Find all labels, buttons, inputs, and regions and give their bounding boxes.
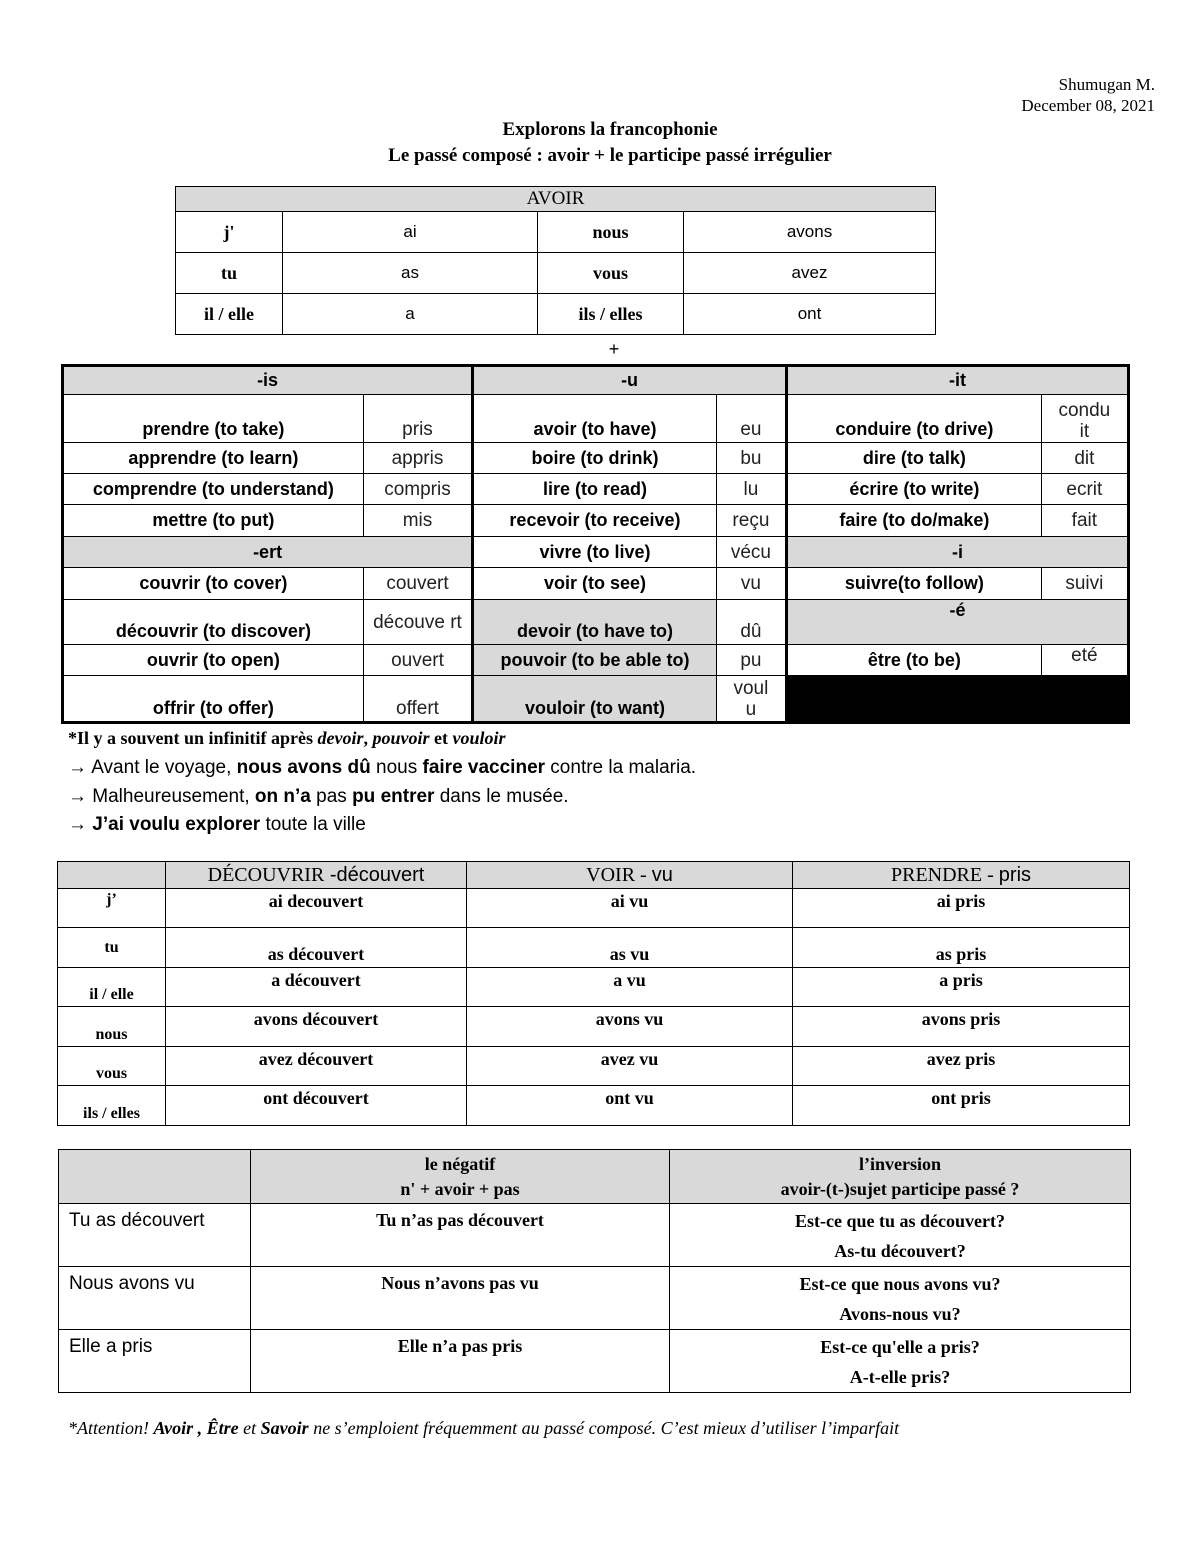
conjugated-form: avez pris (793, 1047, 1130, 1086)
conjugated-form: ont découvert (166, 1086, 467, 1126)
avoir-heading: AVOIR (176, 187, 936, 212)
pronoun: vous (58, 1047, 166, 1086)
conjugated-form: avons vu (467, 1007, 793, 1047)
table-row (176, 294, 936, 335)
verb-infinitive: offrir (to offer) (63, 676, 364, 723)
conjugated-form: ai decouvert (166, 889, 467, 928)
verb-infinitive: voir (to see) (473, 568, 717, 600)
avoir-pronoun: ils / elles (538, 294, 684, 335)
table-row (176, 253, 936, 294)
negative-sentence: Elle n’a pas pris (251, 1330, 670, 1393)
conjugated-form: avez découvert (166, 1047, 467, 1086)
pronoun: ils / elles (58, 1086, 166, 1126)
example-text: toute la ville (260, 814, 366, 835)
header-line: l’inversion (858, 1153, 941, 1174)
inversion-questions (670, 1267, 1131, 1330)
verb-infinitive: recevoir (to receive) (473, 505, 717, 537)
verb-infinitive: mettre (to put) (63, 505, 364, 537)
verb-infinitive: conduire (to drive) (787, 395, 1042, 443)
example-emphasis: J’ai voulu explorer (92, 814, 261, 835)
ending-is-heading: -is (63, 366, 473, 395)
header-line: le négatif (424, 1153, 496, 1174)
verb-infinitive: couvrir (to cover) (63, 568, 364, 600)
question-est-ce-que: Est-ce qu'elle a pris? (820, 1337, 980, 1357)
ending-u-heading: -u (473, 366, 787, 395)
inversion-questions (670, 1330, 1131, 1393)
verb-infinitive: écrire (to write) (787, 474, 1042, 505)
avoir-conjugation-table (175, 186, 936, 335)
question-est-ce-que: Est-ce que tu as découvert? (795, 1211, 1005, 1231)
past-participle: eté (1041, 645, 1128, 676)
example-text: Avant le voyage, (87, 757, 237, 778)
affirmative-sentence: Elle a pris (59, 1330, 251, 1393)
ending-it-heading: -it (787, 366, 1129, 395)
past-participle: pris (363, 395, 472, 443)
avoir-form: a (283, 294, 538, 335)
header-participle: vu (651, 863, 673, 886)
conjugated-form: ai pris (793, 889, 1130, 928)
pronoun: nous (58, 1007, 166, 1047)
footnote-text: et (238, 1418, 261, 1438)
verb-infinitive: vivre (to live) (473, 537, 717, 568)
past-participle: offert (363, 676, 472, 723)
example-emphasis: on n’a (254, 786, 311, 807)
footnote-emphasis: Être (206, 1418, 239, 1438)
past-participle: eu (716, 395, 786, 443)
header-participle: -découvert (324, 863, 425, 886)
participle-table (61, 364, 1130, 724)
verb-infinitive: dire (to talk) (787, 443, 1042, 474)
avoir-pronoun: j' (176, 212, 283, 253)
pronoun: tu (58, 928, 166, 968)
example-text: contre la malaria. (545, 757, 697, 778)
ending-i-heading: -i (787, 537, 1129, 568)
example-text: Malheureusement, (87, 786, 255, 807)
avoir-form: ai (283, 212, 538, 253)
table-row (58, 1086, 1130, 1126)
footnote-text: , (193, 1418, 207, 1438)
table-row (63, 676, 1129, 723)
table-row (63, 395, 1129, 443)
example-text: dans le musée. (434, 786, 569, 807)
plus-sign: + (608, 339, 620, 359)
past-participle: vécu (716, 537, 786, 568)
question-inversion: As-tu découvert? (834, 1241, 966, 1261)
conjugated-form: avons découvert (166, 1007, 467, 1047)
conjugated-form: as découvert (166, 928, 467, 968)
past-participle: lu (716, 474, 786, 505)
conjugated-form: a découvert (166, 968, 467, 1007)
footnote-text: *Attention! (68, 1418, 154, 1438)
ending-e-heading: -é (787, 600, 1129, 645)
table-row (63, 600, 1129, 645)
past-participle: fait (1041, 505, 1128, 537)
affirmative-sentence: Nous avons vu (59, 1267, 251, 1330)
footnote-emphasis: Savoir (260, 1418, 309, 1438)
conjugated-form: as pris (793, 928, 1130, 968)
past-participle: voul u (716, 676, 786, 723)
note-prefix: *Il y a souvent un infinitif après (68, 728, 318, 748)
past-participle: dit (1041, 443, 1128, 474)
verb-infinitive: découvrir (to discover) (63, 600, 364, 645)
footnote-emphasis: Avoir (153, 1418, 194, 1438)
past-participle: pu (716, 645, 786, 676)
past-participle: condu it (1041, 395, 1128, 443)
verb-infinitive: faire (to do/make) (787, 505, 1042, 537)
page-subtitle: Le passé composé : avoir + le participe passé irrégulier (388, 145, 832, 166)
table-row (58, 1007, 1130, 1047)
column-header (166, 862, 467, 889)
table-row (63, 537, 1129, 568)
header-verb: VOIR - (586, 863, 652, 886)
conjugated-form: avez vu (467, 1047, 793, 1086)
table-row (58, 1047, 1130, 1086)
avoir-pronoun: vous (538, 253, 684, 294)
example-emphasis: pu entrer (352, 786, 435, 807)
past-participle: bu (716, 443, 786, 474)
author-header (1021, 74, 1155, 116)
example-sentence (68, 757, 696, 779)
arrow-icon: → (68, 786, 87, 807)
avoir-pronoun: il / elle (176, 294, 283, 335)
author-name: Shumugan M. (1058, 75, 1155, 94)
verb-infinitive: apprendre (to learn) (63, 443, 364, 474)
verb-infinitive: pouvoir (to be able to) (473, 645, 717, 676)
question-est-ce-que: Est-ce que nous avons vu? (799, 1274, 1001, 1294)
example-text: pas (310, 786, 353, 807)
header-line: n' + avoir + pas (400, 1178, 520, 1199)
note-pouvoir: pouvoir (372, 728, 430, 748)
table-row (63, 474, 1129, 505)
verb-infinitive: boire (to drink) (473, 443, 717, 474)
table-row (59, 1267, 1131, 1330)
conjugation-table (57, 861, 1130, 1126)
verb-infinitive: prendre (to take) (63, 395, 364, 443)
negative-header (251, 1150, 670, 1204)
affirmative-sentence: Tu as découvert (59, 1204, 251, 1267)
past-participle: dû (716, 600, 786, 645)
inversion-questions (670, 1204, 1131, 1267)
pronoun: il / elle (58, 968, 166, 1007)
example-sentence (68, 786, 569, 808)
past-participle: appris (363, 443, 472, 474)
avoir-form: avez (684, 253, 936, 294)
avoir-form: avons (684, 212, 936, 253)
footnote-text: ne s’emploient fréquemment au passé composé. C’est mieux d’utiliser l’imparfait (308, 1418, 900, 1438)
table-row (58, 928, 1130, 968)
past-participle: ouvert (363, 645, 472, 676)
avoir-form: as (283, 253, 538, 294)
negation-inversion-table (58, 1149, 1131, 1393)
conjugated-form: as vu (467, 928, 793, 968)
past-participle: ecrit (1041, 474, 1128, 505)
example-text: nous (370, 757, 423, 778)
arrow-icon: → (68, 814, 87, 835)
verb-infinitive: être (to be) (787, 645, 1042, 676)
header-participle: pris (998, 863, 1032, 886)
negative-sentence: Tu n’as pas découvert (251, 1204, 670, 1267)
past-participle: suivi (1041, 568, 1128, 600)
past-participle: vu (716, 568, 786, 600)
column-header (793, 862, 1130, 889)
verb-infinitive: comprendre (to understand) (63, 474, 364, 505)
verb-infinitive: avoir (to have) (473, 395, 717, 443)
example-sentence (68, 814, 366, 836)
table-row (63, 505, 1129, 537)
header-date: December 08, 2021 (1021, 96, 1155, 115)
corner-cell (59, 1150, 251, 1204)
note-devoir: devoir (317, 728, 364, 748)
table-row (176, 212, 936, 253)
verb-infinitive: lire (to read) (473, 474, 717, 505)
header-verb: DÉCOUVRIR (207, 863, 325, 886)
negative-sentence: Nous n’avons pas vu (251, 1267, 670, 1330)
pronoun: j’ (58, 889, 166, 928)
conjugated-form: ont pris (793, 1086, 1130, 1126)
avoir-form: ont (684, 294, 936, 335)
question-inversion: Avons-nous vu? (839, 1304, 961, 1324)
table-row (58, 889, 1130, 928)
note-et: et (429, 728, 453, 748)
note-sep: , (363, 728, 373, 748)
past-participle: découve rt (363, 600, 472, 645)
header-verb: PRENDRE - (890, 863, 999, 886)
table-row (59, 1330, 1131, 1393)
page-title: Explorons la francophonie (502, 119, 718, 140)
verb-infinitive: vouloir (to want) (473, 676, 717, 723)
conjugated-form: a vu (467, 968, 793, 1007)
column-header (467, 862, 793, 889)
example-emphasis: nous avons dû (236, 757, 371, 778)
header-line: avoir-(t-)sujet participe passé ? (780, 1178, 1020, 1199)
arrow-icon: → (68, 757, 87, 778)
conjugated-form: ai vu (467, 889, 793, 928)
table-row (58, 968, 1130, 1007)
infinitive-note (68, 728, 506, 749)
table-row (63, 645, 1129, 676)
verb-infinitive: devoir (to have to) (473, 600, 717, 645)
verb-infinitive: ouvrir (to open) (63, 645, 364, 676)
table-row (59, 1204, 1131, 1267)
attention-footnote (68, 1418, 899, 1439)
past-participle: reçu (716, 505, 786, 537)
question-inversion: A-t-elle pris? (849, 1367, 951, 1387)
past-participle: mis (363, 505, 472, 537)
note-vouloir: vouloir (452, 728, 506, 748)
avoir-pronoun: tu (176, 253, 283, 294)
corner-cell (58, 862, 166, 889)
conjugated-form: a pris (793, 968, 1130, 1007)
ending-ert-heading: -ert (63, 537, 473, 568)
table-row (63, 443, 1129, 474)
table-row (63, 568, 1129, 600)
blank-black-cell (787, 676, 1129, 723)
example-emphasis: faire vacciner (422, 757, 546, 778)
past-participle: compris (363, 474, 472, 505)
past-participle: couvert (363, 568, 472, 600)
conjugated-form: avons pris (793, 1007, 1130, 1047)
conjugated-form: ont vu (467, 1086, 793, 1126)
avoir-pronoun: nous (538, 212, 684, 253)
inversion-header (670, 1150, 1131, 1204)
verb-infinitive: suivre(to follow) (787, 568, 1042, 600)
